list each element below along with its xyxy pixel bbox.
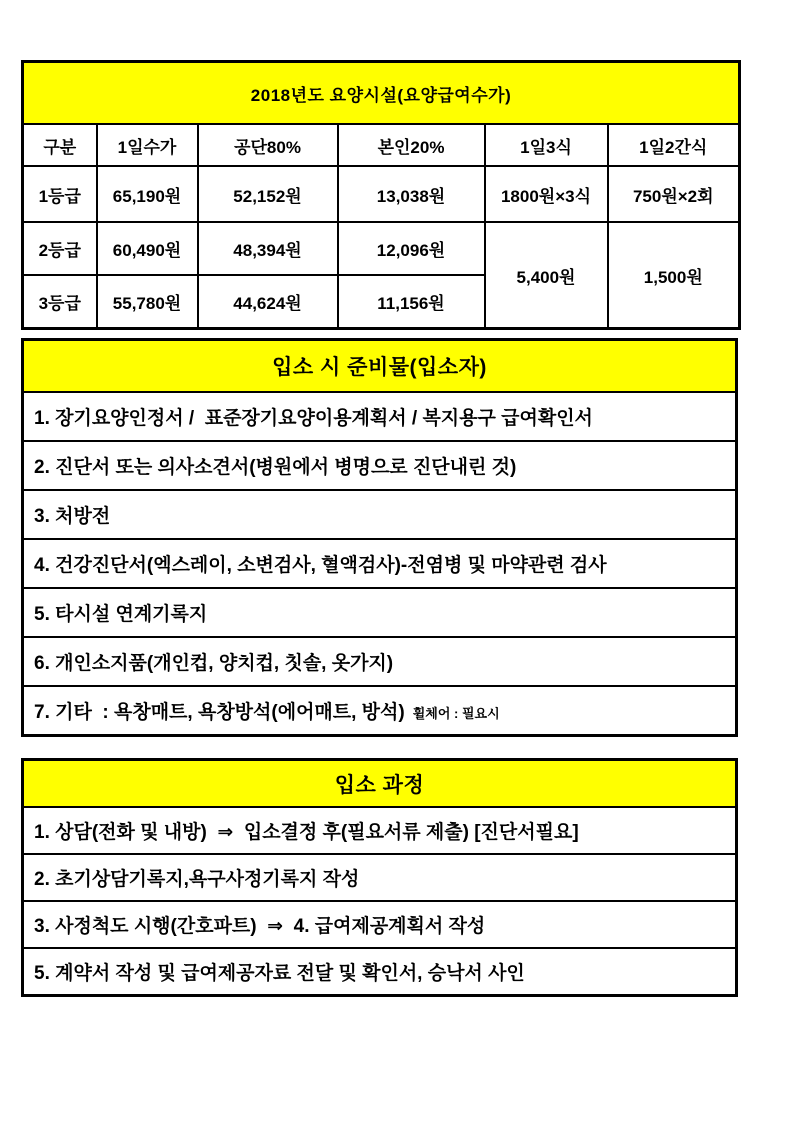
col-header-meals: 1일3식 [485,124,608,166]
prep-item-row [23,686,737,736]
prep-item-1: 1. 장기요양인정서 / 표준장기요양이용계획서 / 복지용구 급여확인서 [23,392,737,441]
cell-fund-amount: 44,624원 [198,275,338,329]
prep-item-7 [23,686,737,736]
cell-daily-rate: 65,190원 [97,166,198,222]
prep-item-row [23,588,737,637]
prep-item-4: 4. 건강진단서(엑스레이, 소변검사, 혈액검사)-전염병 및 마약관련 검사 [23,539,737,588]
process-table-title: 입소 과정 [23,760,737,808]
cell-daily-rate: 60,490원 [97,222,198,275]
prep-item-3: 3. 처방전 [23,490,737,539]
prep-item-row [23,637,737,686]
cell-meals-merged: 5,400원 [485,222,608,329]
cell-daily-rate: 55,780원 [97,275,198,329]
admission-process-table [21,758,738,997]
admission-items-table [21,338,738,737]
cell-snacks-merged: 1,500원 [608,222,740,329]
prep-item-row [23,392,737,441]
prep-item-row [23,539,737,588]
cell-self-amount: 13,038원 [338,166,485,222]
cell-self-amount: 11,156원 [338,275,485,329]
col-header-category: 구분 [23,124,97,166]
prep-item-5: 5. 타시설 연계기록지 [23,588,737,637]
cell-grade: 3등급 [23,275,97,329]
cell-fund-amount: 52,152원 [198,166,338,222]
col-header-fund-80: 공단80% [198,124,338,166]
process-step-2: 2. 초기상담기록지,욕구사정기록지 작성 [23,854,737,901]
process-title-row [23,760,737,808]
col-header-self-20: 본인20% [338,124,485,166]
col-header-daily-rate: 1일수가 [97,124,198,166]
process-step-1: 1. 상담(전화 및 내방) ⇒ 입소결정 후(필요서류 제출) [진단서필요] [23,807,737,854]
cell-self-amount: 12,096원 [338,222,485,275]
prep-item-7-note: 휠체어 : 필요시 [412,706,500,721]
process-step-3: 3. 사정척도 시행(간호파트) ⇒ 4. 급여제공계획서 작성 [23,901,737,948]
process-step-row [23,807,737,854]
cell-snacks: 750원×2회 [608,166,740,222]
rates-table-title: 2018년도 요양시설(요양급여수가) [23,62,740,125]
prep-item-6: 6. 개인소지품(개인컵, 양치컵, 칫솔, 옷가지) [23,637,737,686]
prep-item-2: 2. 진단서 또는 의사소견서(병원에서 병명으로 진단내린 것) [23,441,737,490]
rates-row-grade1 [23,166,740,222]
cell-grade: 2등급 [23,222,97,275]
cell-grade: 1등급 [23,166,97,222]
col-header-snacks: 1일2간식 [608,124,740,166]
prep-item-7-text: 7. 기타 : 욕창매트, 욕창방석(에어매트, 방석) [34,702,405,723]
prep-item-row [23,490,737,539]
process-step-row [23,854,737,901]
rates-table [21,60,741,330]
process-step-row [23,901,737,948]
cell-fund-amount: 48,394원 [198,222,338,275]
prep-table-title: 입소 시 준비물(입소자) [23,340,737,393]
rates-title-row [23,62,740,125]
process-step-row [23,948,737,996]
rates-row-grade2 [23,222,740,275]
rates-header-row [23,124,740,166]
process-step-5: 5. 계약서 작성 및 급여제공자료 전달 및 확인서, 승낙서 사인 [23,948,737,996]
cell-meals: 1800원×3식 [485,166,608,222]
prep-title-row [23,340,737,393]
prep-item-row [23,441,737,490]
